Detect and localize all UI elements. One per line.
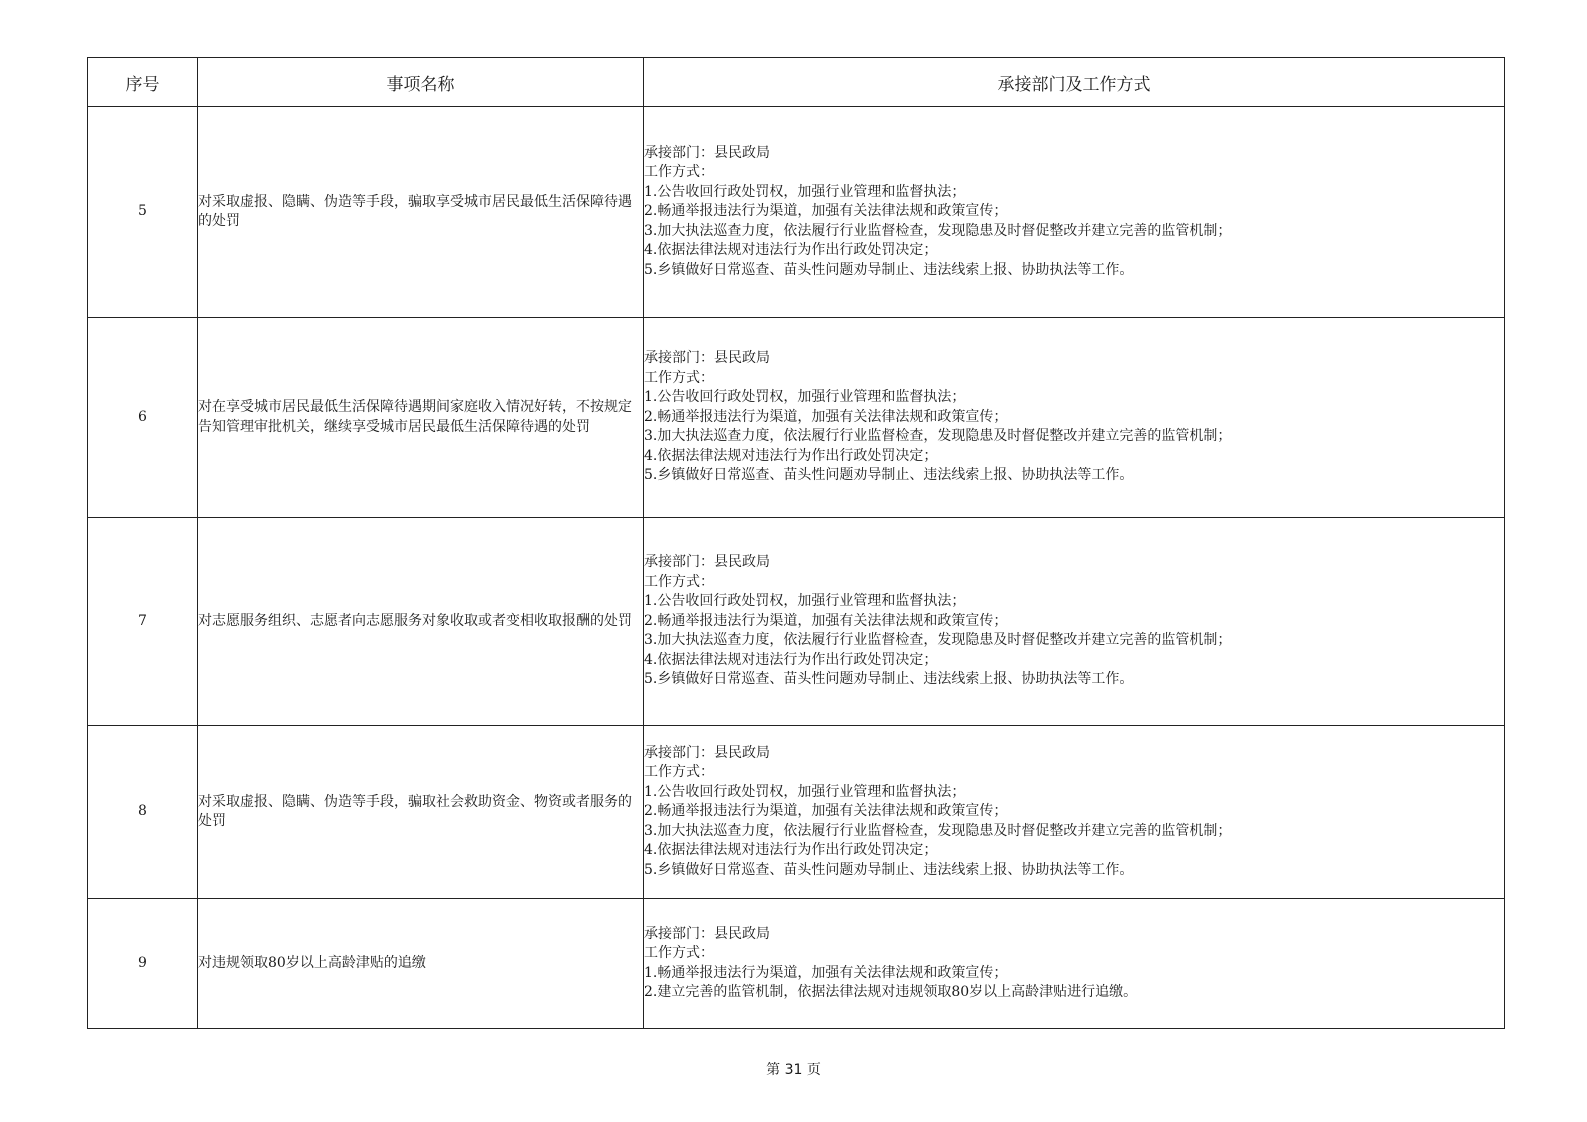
dept-line: 2.建立完善的监管机制，依据法律法规对违规领取80岁以上高龄津贴进行追缴。 [644, 984, 1138, 1000]
table-row [88, 726, 1505, 899]
dept-line: 3.加大执法巡查力度，依法履行行业监督检查，发现隐患及时督促整改并建立完善的监管机制； [644, 428, 1232, 445]
dept-line: 承接部门：县民政局 [644, 554, 770, 571]
dept-line: 4.依据法律法规对违法行为作出行政处罚决定； [644, 842, 938, 859]
matters-table [87, 57, 1505, 1029]
dept-line: 工作方式： [644, 573, 714, 590]
row-dept-method [644, 518, 1505, 726]
dept-line: 2.畅通举报违法行为渠道，加强有关法律法规和政策宣传； [644, 408, 1008, 425]
row-seq: 5 [88, 107, 198, 318]
dept-line: 3.加大执法巡查力度，依法履行行业监督检查，发现隐患及时督促整改并建立完善的监管机制； [644, 222, 1232, 239]
dept-line: 承接部门：县民政局 [644, 350, 770, 367]
table-row [88, 518, 1505, 726]
header-name: 事项名称 [198, 58, 644, 107]
row-seq: 7 [88, 518, 198, 726]
dept-line: 工作方式： [644, 164, 714, 181]
dept-line: 3.加大执法巡查力度，依法履行行业监督检查，发现隐患及时督促整改并建立完善的监管机制； [644, 632, 1232, 649]
dept-line: 工作方式： [644, 369, 714, 386]
dept-line: 1.公告收回行政处罚权，加强行业管理和监督执法； [644, 593, 966, 610]
table-row [88, 107, 1505, 318]
dept-line: 1.公告收回行政处罚权，加强行业管理和监督执法； [644, 389, 966, 406]
row-dept-method [644, 899, 1505, 1029]
dept-line: 2.畅通举报违法行为渠道，加强有关法律法规和政策宣传； [644, 612, 1008, 629]
dept-line: 5.乡镇做好日常巡查、苗头性问题劝导制止、违法线索上报、协助执法等工作。 [644, 261, 1134, 278]
dept-line: 1.畅通举报违法行为渠道，加强有关法律法规和政策宣传； [644, 964, 1008, 981]
row-item-name: 对在享受城市居民最低生活保障待遇期间家庭收入情况好转，不按规定告知管理审批机关，继续享受城市居民最低生活保障待遇的处罚 [198, 318, 644, 518]
dept-line: 5.乡镇做好日常巡查、苗头性问题劝导制止、违法线索上报、协助执法等工作。 [644, 467, 1134, 484]
header-seq: 序号 [88, 58, 198, 107]
table-body [88, 107, 1505, 1029]
dept-line: 工作方式： [644, 764, 714, 781]
dept-line: 3.加大执法巡查力度，依法履行行业监督检查，发现隐患及时督促整改并建立完善的监管机制； [644, 822, 1232, 839]
row-item-name: 对采取虚报、隐瞒、伪造等手段，骗取享受城市居民最低生活保障待遇的处罚 [198, 107, 644, 318]
row-item-name: 对志愿服务组织、志愿者向志愿服务对象收取或者变相收取报酬的处罚 [198, 518, 644, 726]
dept-line: 4.依据法律法规对违法行为作出行政处罚决定； [644, 242, 938, 259]
row-dept-method [644, 107, 1505, 318]
dept-line: 工作方式： [644, 945, 714, 961]
table-row [88, 899, 1505, 1029]
dept-line: 5.乡镇做好日常巡查、苗头性问题劝导制止、违法线索上报、协助执法等工作。 [644, 861, 1134, 878]
dept-line: 承接部门：县民政局 [644, 925, 770, 942]
dept-line: 4.依据法律法规对违法行为作出行政处罚决定； [644, 651, 938, 668]
dept-line: 5.乡镇做好日常巡查、苗头性问题劝导制止、违法线索上报、协助执法等工作。 [644, 671, 1134, 688]
row-item-name: 对违规领取80岁以上高龄津贴的追缴 [198, 899, 644, 1029]
header-dept: 承接部门及工作方式 [644, 58, 1505, 107]
row-seq: 9 [88, 899, 198, 1029]
dept-line: 2.畅通举报违法行为渠道，加强有关法律法规和政策宣传； [644, 803, 1008, 820]
page-number: 第 31 页 [766, 1062, 821, 1078]
table-row [88, 318, 1505, 518]
dept-line: 4.依据法律法规对违法行为作出行政处罚决定； [644, 447, 938, 464]
dept-line: 1.公告收回行政处罚权，加强行业管理和监督执法； [644, 183, 966, 200]
dept-line: 1.公告收回行政处罚权，加强行业管理和监督执法； [644, 783, 966, 800]
row-item-name: 对采取虚报、隐瞒、伪造等手段，骗取社会救助资金、物资或者服务的处罚 [198, 726, 644, 899]
dept-line: 承接部门：县民政局 [644, 744, 770, 761]
dept-line: 2.畅通举报违法行为渠道，加强有关法律法规和政策宣传； [644, 203, 1008, 220]
row-seq: 6 [88, 318, 198, 518]
row-seq: 8 [88, 726, 198, 899]
row-dept-method [644, 726, 1505, 899]
table-header-row [88, 58, 1505, 107]
row-dept-method [644, 318, 1505, 518]
dept-line: 承接部门：县民政局 [644, 144, 770, 161]
